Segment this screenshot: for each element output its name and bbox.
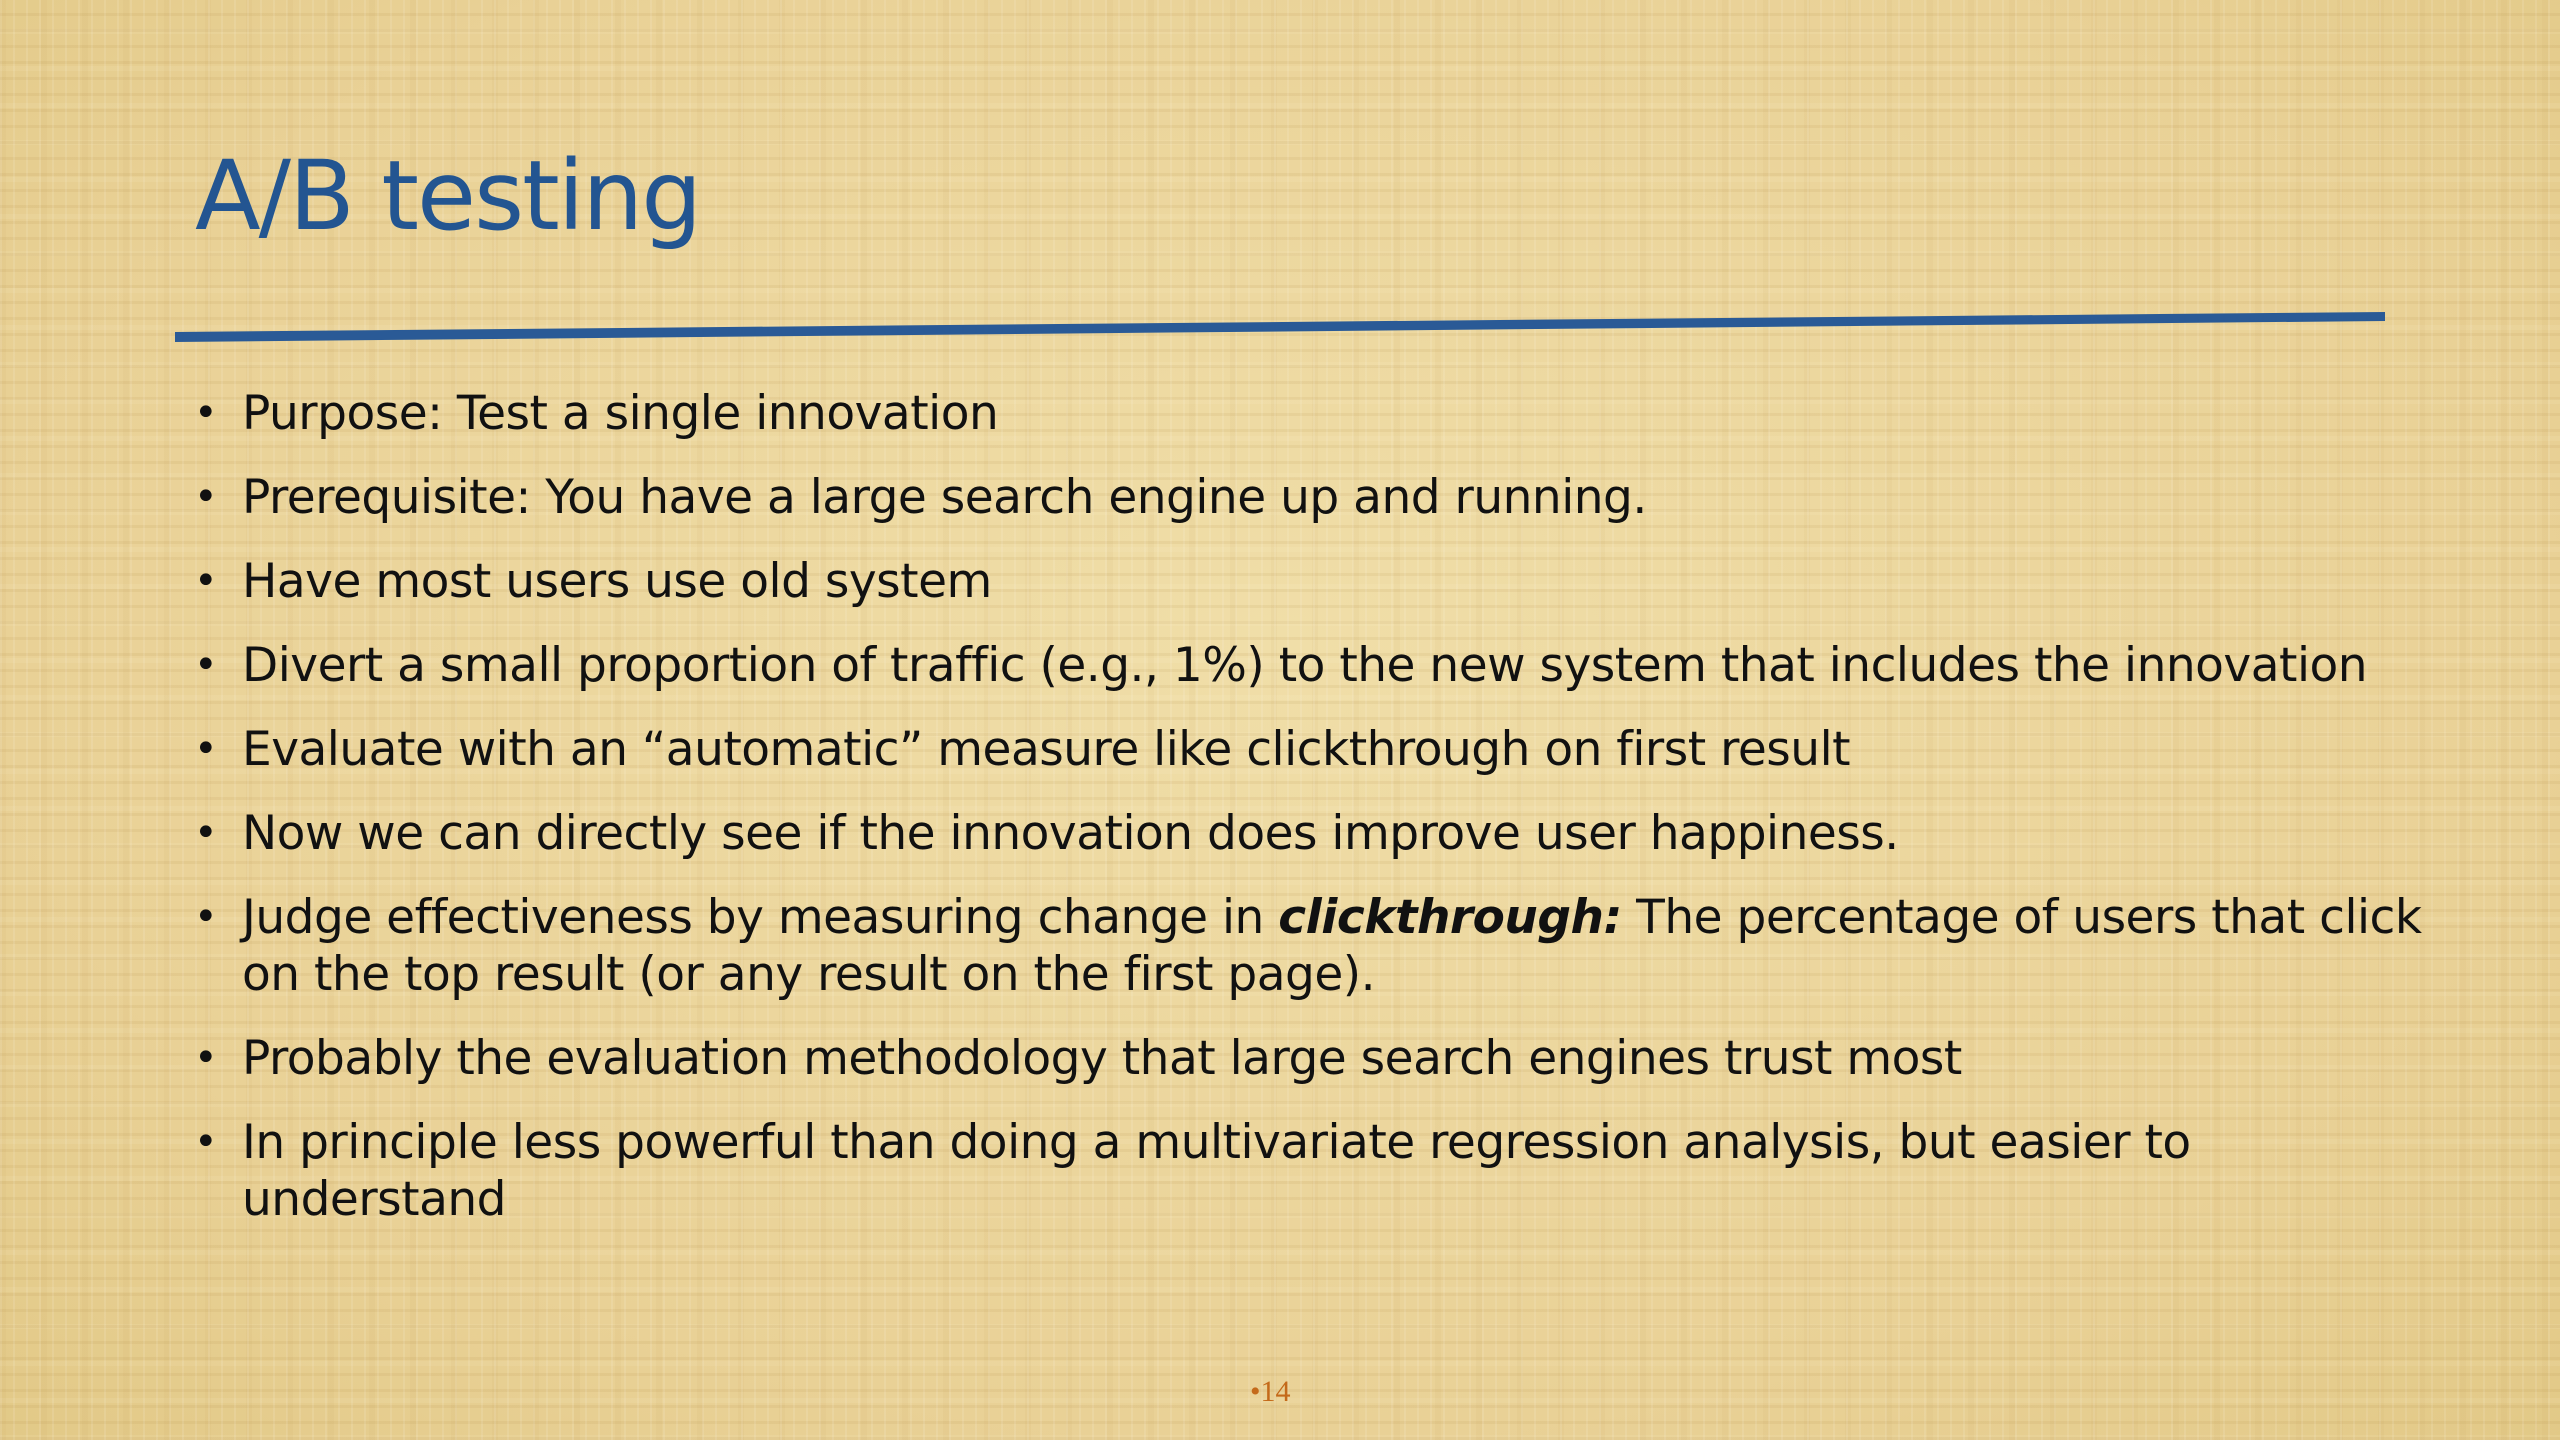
slide-title: A/B testing [195, 140, 701, 252]
bullet-dot: • [194, 894, 218, 940]
bullet-item [190, 805, 2450, 862]
bullet-dot: • [194, 474, 218, 520]
clickthrough-emphasis: clickthrough: [1278, 890, 1622, 945]
bullet-text: Probably the evaluation methodology that large search engines trust most [242, 1031, 1962, 1086]
bullet-text: Divert a small proportion of traffic (e.g., 1%) to the new system that includes the innovation [242, 638, 2368, 693]
bullet-item [190, 637, 2450, 694]
bullet-dot: • [194, 810, 218, 856]
bullet-dot: • [194, 390, 218, 436]
bullet-text: In principle less powerful than doing a multivariate regression analysis, but easier to understand [242, 1115, 2191, 1227]
bullet-list [190, 385, 2450, 1255]
bullet-text: Now we can directly see if the innovation does improve user happiness. [242, 806, 1899, 861]
bullet-dot: • [194, 558, 218, 604]
bullet-text: Have most users use old system [242, 554, 992, 609]
page-number: •14 [1250, 1375, 1291, 1408]
bullet-item [190, 385, 2450, 442]
bullet-text-prefix: Judge effectiveness by measuring change in [242, 890, 1279, 945]
bullet-text: Purpose: Test a single innovation [242, 386, 999, 441]
bullet-text [242, 890, 2422, 1002]
title-divider-line [175, 300, 2385, 340]
bullet-item [190, 553, 2450, 610]
bullet-dot: • [194, 642, 218, 688]
bullet-text-suffix: The percentage of users that click on the top result (or any result on the first page). [242, 890, 2422, 1002]
bullet-item [190, 1030, 2450, 1087]
bullet-text: Prerequisite: You have a large search engine up and running. [242, 470, 1647, 525]
bullet-dot: • [194, 726, 218, 772]
bullet-item [190, 721, 2450, 778]
bullet-dot: • [194, 1119, 218, 1165]
bullet-dot: • [194, 1035, 218, 1081]
bullet-item [190, 469, 2450, 526]
bullet-item [190, 1114, 2450, 1228]
bullet-text: Evaluate with an “automatic” measure like clickthrough on first result [242, 722, 1851, 777]
bullet-item [190, 889, 2450, 1003]
